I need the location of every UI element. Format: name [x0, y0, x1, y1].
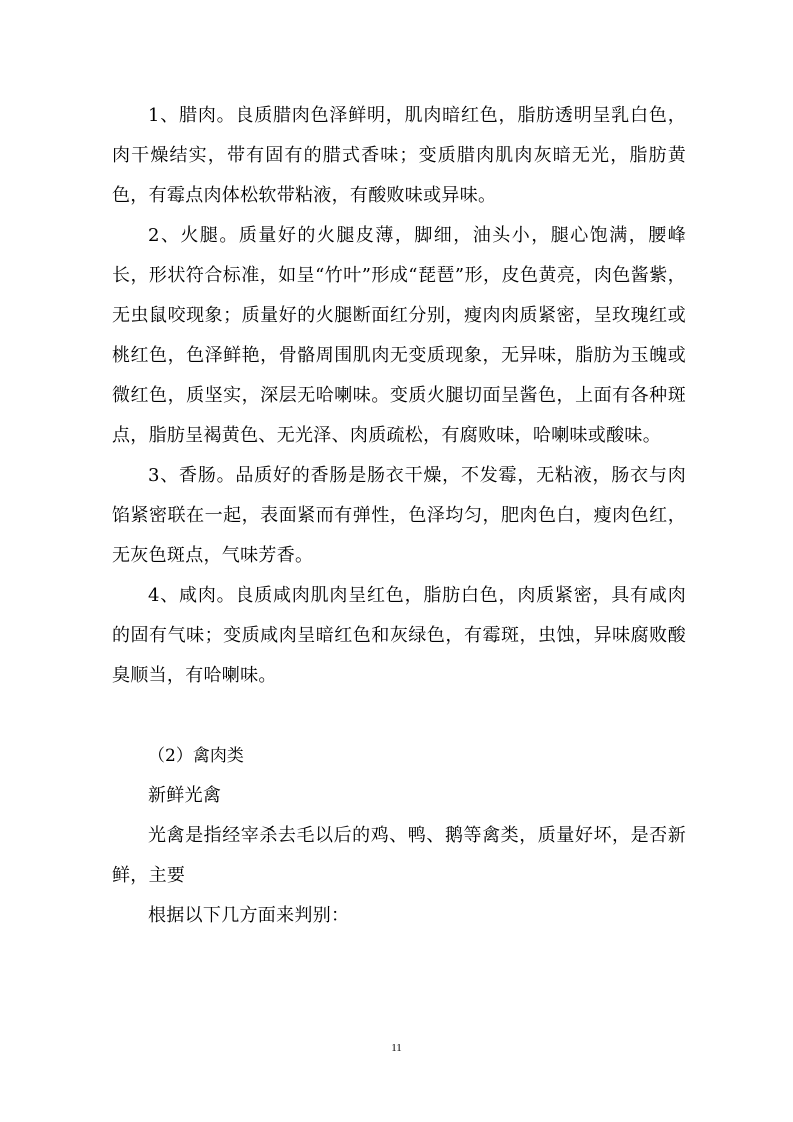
paragraph-salted-meat: 4、咸肉。良质咸肉肌肉呈红色，脂肪白色，肉质紧密，具有咸肉的固有气味；变质咸肉呈暗红色和灰绿色，有霉斑，虫蚀，异味腐败酸臭顺当，有哈喇味。	[112, 585, 686, 686]
sub-heading: 新鲜光禽	[148, 785, 222, 806]
paragraph-poultry-criteria: 根据以下几方面来判别：	[148, 905, 350, 926]
paragraph-poultry-intro: 光禽是指经宰杀去毛以后的鸡、鸭、鹅等禽类，质量好坏，是否新鲜，主要	[112, 825, 686, 886]
paragraph-ham: 2、火腿。质量好的火腿皮薄，脚细，油头小，腿心饱满，腰峰长，形状符合标准，如呈“竹叶”形成“琵琶”形，皮色黄亮，肉色酱紫，无虫鼠咬现象；质量好的火腿断面红分别，瘦肉肉质紧密，呈玫瑰红或桃红色，色泽鲜艳，骨骼周围肌肉无变质现象，无异味，脂肪为玉魄或微红色，质坚实，深层无哈喇味。变质火腿切面呈酱色，上面有各种斑点，脂肪呈褐黄色、无光泽、肉质疏松，有腐败味，哈喇味或酸味。	[112, 225, 686, 446]
paragraph-cured-meat: 1、腊肉。良质腊肉色泽鲜明，肌肉暗红色，脂肪透明呈乳白色，肉干燥结实，带有固有的腊式香味；变质腊肉肌肉灰暗无光，脂肪黄色，有霉点肉体松软带粘液，有酸败味或异味。	[112, 105, 686, 206]
section-heading: （2）禽肉类	[148, 746, 244, 766]
section-spacer	[112, 696, 686, 736]
page-number: 11	[391, 1042, 402, 1054]
page-content	[112, 96, 686, 936]
paragraph-sausage: 3、香肠。品质好的香肠是肠衣干燥，不发霉，无粘液，肠衣与肉馅紧密联在一起，表面紧而有弹性，色泽均匀，肥肉色白，瘦肉色红，无灰色斑点，气味芳香。	[112, 465, 686, 566]
